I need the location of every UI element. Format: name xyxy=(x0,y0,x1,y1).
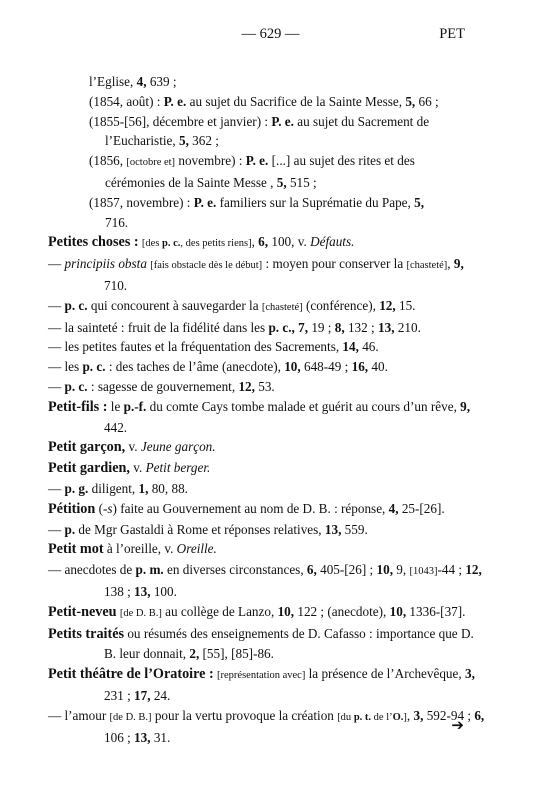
entry-text-run: p. c. xyxy=(64,378,88,394)
entry-text-run: 66 ; xyxy=(415,93,439,109)
index-subentry xyxy=(89,72,447,92)
entry-text-run: [représentation avec] xyxy=(217,670,306,682)
entry-text-run: 362 ; xyxy=(188,133,219,149)
index-subentry xyxy=(89,112,447,152)
entry-text-run: p. c. xyxy=(64,297,88,313)
index-headword-entry xyxy=(48,602,487,624)
entry-text-run: , xyxy=(406,707,414,723)
entry-text-run: [chasteté] xyxy=(261,301,303,313)
entry-text-run: 7, xyxy=(298,319,309,335)
entry-text-run: familiers sur la Suprématie du Pape, xyxy=(216,194,415,210)
entry-text-run: -44 ; xyxy=(437,562,466,578)
index-headword-entry xyxy=(48,624,487,665)
entry-text-run: P. e. xyxy=(245,153,269,169)
index-headword-entry xyxy=(48,539,487,560)
entry-text-run: Petit garçon, xyxy=(48,439,126,456)
entry-text-run: ou résumés des enseignements de D. Cafasso : importance que D. B. leur donnait, xyxy=(104,625,474,662)
entry-text-run: 13, xyxy=(324,521,342,537)
index-subentry xyxy=(48,357,487,377)
entry-text-run: 6, xyxy=(258,234,269,250)
entry-text-run: 138 ; xyxy=(104,583,135,599)
entry-text-run: P. e. xyxy=(163,93,187,109)
entry-text-run: Oreille. xyxy=(176,541,217,557)
index-subentry xyxy=(89,151,447,193)
entry-text-run: 25-[26]. xyxy=(398,500,445,516)
entry-text-run: [55], [85]-86. xyxy=(199,646,274,662)
entry-text-run: 80, 88. xyxy=(148,480,188,496)
index-subentry xyxy=(89,92,447,112)
entry-text-run: p. xyxy=(64,521,76,537)
entry-text-run: principiis obsta xyxy=(64,256,147,272)
index-headword-entry xyxy=(48,397,487,438)
entry-text-run: , des petits riens] xyxy=(180,238,252,250)
entry-text-run: de Mgr Gastaldi à Rome et réponses relatives, xyxy=(75,521,325,537)
index-headword-entry xyxy=(48,458,487,479)
entry-text-run: Pétition xyxy=(48,500,96,517)
entry-text-run: Jeune garçon. xyxy=(140,439,216,455)
entry-text-run: 2, xyxy=(189,646,200,662)
entry-text-run: Petit mot xyxy=(48,541,104,558)
entry-text-run: (1857, novembre) : xyxy=(89,194,194,210)
entry-text-run: — les xyxy=(48,359,83,375)
entry-text-run: 12, xyxy=(238,378,255,394)
entry-text-run: 100. xyxy=(150,583,177,599)
running-head: PET xyxy=(439,26,465,42)
index-subentry xyxy=(48,254,487,296)
entry-text-run: 19 ; xyxy=(308,319,335,335)
entry-text-run: diligent, xyxy=(88,480,139,496)
entry-text-run: 100, v. xyxy=(268,234,311,250)
entry-text-run: Défauts. xyxy=(310,234,355,250)
entry-text-run: au collège de Lanzo, xyxy=(161,603,278,619)
entry-text-run: 46. xyxy=(358,339,379,355)
entry-text-run: qui concourent à sauvegarder la xyxy=(87,297,262,313)
entry-text-run: Petites choses : xyxy=(48,234,139,251)
entry-text-run: 106 ; xyxy=(104,729,135,745)
entry-text-run: — xyxy=(48,378,65,394)
entry-text-run: 5, xyxy=(414,194,424,210)
entry-text-run: p. m. xyxy=(135,562,164,578)
entry-text-run: p. c. xyxy=(162,238,181,250)
entry-text-run: 12, xyxy=(379,297,396,313)
next-page-arrow-icon: ➔ xyxy=(451,718,464,734)
entry-text-run: : sagesse de gouvernement, xyxy=(87,378,239,394)
entry-text-run: 3, xyxy=(464,666,475,682)
entry-text-run: 5, xyxy=(276,174,287,190)
entry-text-run: 710. xyxy=(104,277,128,293)
entry-text-run: la présence de l’Archevêque, xyxy=(305,666,465,682)
entry-text-run: 13, xyxy=(378,319,395,335)
entry-text-run: 648-49 ; xyxy=(300,359,352,375)
entry-text-run: P. e. xyxy=(193,194,217,210)
entry-text-run: 15. xyxy=(395,297,416,313)
entry-text-run: 16, xyxy=(351,359,369,375)
index-headword-entry xyxy=(48,664,487,706)
entry-text-run: à l’oreille, v. xyxy=(103,541,177,557)
entry-text-run: 515 ; xyxy=(286,174,317,190)
index-subentry xyxy=(48,520,487,540)
entry-text-run: 40. xyxy=(368,359,388,375)
entry-text-run: 442. xyxy=(104,419,128,435)
entry-text-run: 53. xyxy=(254,378,275,394)
entry-text-run: ] xyxy=(403,711,407,723)
index-subentry xyxy=(48,479,487,499)
entry-text-run: 4, xyxy=(388,500,399,516)
entry-text-run: (1855-[56], décembre et janvier) : xyxy=(89,113,272,129)
entry-text-run: de l’ xyxy=(371,711,393,723)
entry-text-run: [octobre et] xyxy=(126,157,176,169)
entry-text-run: 10, xyxy=(277,603,295,619)
entry-text-run: — xyxy=(48,297,65,313)
entry-text-run: 9, xyxy=(460,398,471,414)
entry-text-run: 10, xyxy=(376,562,393,578)
entry-text-run: O. xyxy=(392,711,404,723)
entry-text-run: 4, xyxy=(136,74,147,89)
entry-text-run: 1, xyxy=(138,480,149,496)
index-subentry xyxy=(89,193,447,233)
entry-text-run: — anecdotes de xyxy=(48,562,136,578)
entry-text-run: au sujet du Sacrement de l’Eucharistie, xyxy=(105,113,430,149)
entry-text-run: — xyxy=(48,521,65,537)
entry-text-run: p. g. xyxy=(64,480,89,496)
entry-text-run: 1336-[37]. xyxy=(406,603,466,619)
entry-text-run: 10, xyxy=(284,359,301,375)
entry-text-run: 10, xyxy=(389,603,407,619)
entry-text-run: 13, xyxy=(134,583,151,599)
index-subentry xyxy=(48,318,487,338)
entry-text-run: 210. xyxy=(394,319,421,335)
entry-text-run: 592-94 ; xyxy=(423,707,475,723)
page-number: — 629 — xyxy=(241,26,300,42)
entry-text-run: v. xyxy=(125,439,141,455)
entry-text-run: (1856, xyxy=(89,153,127,169)
entry-text-run: 405-[26] ; xyxy=(316,562,377,578)
index-subentry xyxy=(48,337,487,357)
entry-text-run: P. e. xyxy=(271,113,294,129)
entry-text-run: 3, xyxy=(413,707,424,723)
entry-text-run: — xyxy=(48,480,65,496)
entry-text-run: p. t. xyxy=(353,711,372,723)
entry-text-run: Petit-neveu xyxy=(48,603,117,620)
entry-text-run: le xyxy=(107,398,124,414)
entry-text-run: [chasteté] xyxy=(406,260,448,272)
entry-text-run: v. xyxy=(129,460,146,476)
entry-text-run: Petit-fils : xyxy=(48,398,108,415)
entry-text-run: [fais obstacle dès le début] xyxy=(150,260,263,272)
entry-text-run: 9, xyxy=(393,562,410,578)
entry-text-run: 6, xyxy=(474,707,485,723)
entry-text-run: [...] au sujet des rites et des cérémonies de la Sainte Messe , xyxy=(105,153,415,190)
entry-text-run: 31. xyxy=(150,729,171,745)
entry-text-run: 9, xyxy=(453,256,464,272)
index-subentry xyxy=(48,706,487,748)
entry-text-run: -s xyxy=(102,500,113,516)
entry-text-run: [1043] xyxy=(409,566,438,578)
entry-text-run: p.-f. xyxy=(123,398,147,414)
entry-text-run: 559. xyxy=(341,521,368,537)
entry-text-run: 6, xyxy=(306,562,317,578)
entry-text-run: [de D. B.] xyxy=(109,711,152,723)
entry-text-run: 132 ; xyxy=(344,319,378,335)
entry-text-run: — l’amour xyxy=(48,707,110,723)
index-subentry xyxy=(48,377,487,397)
index-headword-entry xyxy=(48,437,487,458)
entry-text-run: p. c., xyxy=(268,319,295,335)
entry-text-run: pour la vertu provoque la création xyxy=(151,707,338,723)
entry-text-run: 8, xyxy=(334,319,345,335)
entry-text-run: du comte Cays tombe malade et guérit au cours d’un rêve, xyxy=(146,398,461,414)
entry-text-run: 17, xyxy=(134,687,151,703)
entry-text-run: ( xyxy=(95,500,103,516)
entry-text-run: (conférence), xyxy=(302,297,380,313)
entry-text-run: — les petites fautes et la fréquentation des Sacrements, xyxy=(48,339,343,355)
entry-text-run: 13, xyxy=(134,729,151,745)
entry-text-run: : moyen pour conserver la xyxy=(262,256,407,272)
index-subentry xyxy=(48,296,487,318)
entry-text-run: (1854, août) : xyxy=(89,93,164,109)
entry-text-run: — xyxy=(48,256,65,272)
entry-text-run: p. c. xyxy=(82,359,106,375)
entry-text-run: [de D. B.] xyxy=(119,607,162,619)
entry-text-run: l’Eglise, xyxy=(89,74,137,89)
entry-text-run: novembre) : xyxy=(175,153,246,169)
index-headword-entry xyxy=(48,499,487,520)
entry-text-run: [du xyxy=(337,711,354,723)
entry-text-run: 716. xyxy=(105,214,129,230)
entry-text-run: 231 ; xyxy=(104,687,135,703)
page-header xyxy=(0,26,541,46)
entry-text-run: , xyxy=(447,256,454,272)
entry-text-run: Petit gardien, xyxy=(48,460,130,477)
entry-text-run: 5, xyxy=(178,133,189,149)
entry-text-run: 12, xyxy=(465,562,482,578)
entry-text-run: au sujet du Sacrifice de la Sainte Messe, xyxy=(186,93,406,109)
entry-text-run: 24. xyxy=(150,687,171,703)
entry-text-run: 14, xyxy=(342,339,359,355)
entry-text-run: Petits traités xyxy=(48,625,125,642)
index-subentry xyxy=(48,560,487,602)
entry-text-run: [des xyxy=(141,238,163,250)
entry-text-run: Petit berger. xyxy=(145,460,211,476)
entry-text-run: en diverses circonstances, xyxy=(163,562,307,578)
index-headword-entry xyxy=(48,232,487,254)
entry-text-run: : des taches de l’âme (anecdote), xyxy=(105,359,285,375)
index-entries xyxy=(0,72,541,747)
entry-text-run: 639 ; xyxy=(146,74,177,89)
entry-text-run: Petit théâtre de l’Oratoire : xyxy=(48,666,214,683)
entry-text-run: 122 ; (anecdote), xyxy=(294,603,390,619)
entry-text-run: ) faite au Gouvernement au nom de D. B. : réponse, xyxy=(112,500,389,516)
entry-text-run: — la sainteté : fruit de la fidélité dans les xyxy=(48,319,269,335)
entry-text-run: 5, xyxy=(405,93,416,109)
entry-text-run: , xyxy=(251,234,259,250)
